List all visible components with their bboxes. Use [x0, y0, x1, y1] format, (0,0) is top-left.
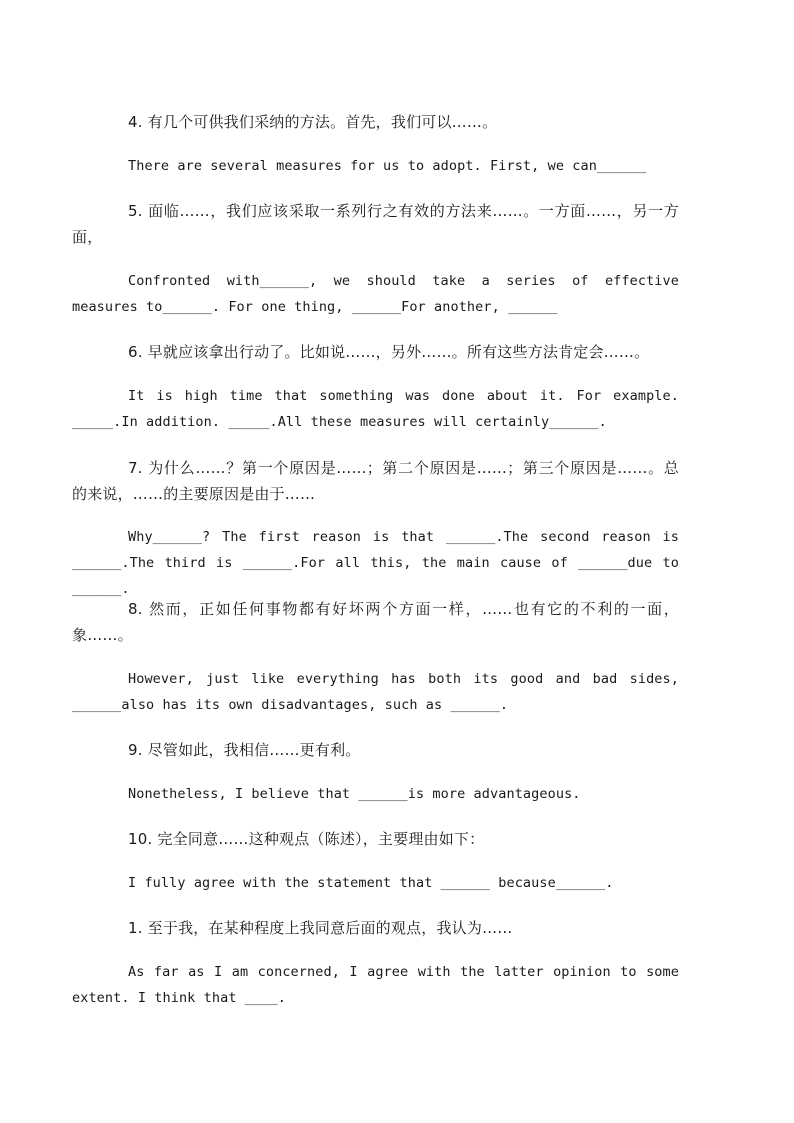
- phrase-7-chinese: 7. 为什么……？第一个原因是……；第二个原因是……；第三个原因是……。总的来说，……的主要原因是由于……: [72, 459, 679, 503]
- phrase-7-english: Why______? The first reason is that ______.The second reason is ______.The third is ______.For all this, the main cause of ______due to ______.: [72, 528, 679, 597]
- phrase-8-chinese: 8. 然而，正如任何事物都有好坏两个方面一样，……也有它的不利的一面，象……。: [72, 600, 679, 644]
- phrase-9-english: Nonetheless, I believe that ______is more advantageous.: [128, 785, 581, 802]
- phrase-6-chinese: 6. 早就应该拿出行动了。比如说……，另外……。所有这些方法肯定会……。: [128, 343, 650, 361]
- phrase-10-chinese: 10. 完全同意……这种观点（陈述），主要理由如下：: [128, 830, 485, 848]
- phrase-4-english: There are several measures for us to adopt. First, we can______: [128, 157, 647, 174]
- phrase-1-chinese: 1. 至于我，在某种程度上我同意后面的观点，我认为……: [128, 919, 513, 937]
- phrase-1-english: As far as I am concerned, I agree with the latter opinion to some extent. I think that ____.: [72, 963, 679, 1006]
- phrase-8-english: However, just like everything has both its good and bad sides, ______also has its own disadvantages, such as ______.: [72, 670, 679, 713]
- phrase-9-chinese: 9. 尽管如此，我相信……更有利。: [128, 741, 361, 759]
- phrase-6-english: It is high time that something was done about it. For example. _____.In addition. _____.All these measures will certainly______.: [72, 387, 679, 430]
- phrase-4-chinese: 4. 有几个可供我们采纳的方法。首先，我们可以……。: [128, 113, 498, 131]
- phrase-5-english: Confronted with______, we should take a series of effective measures to______. For one thing, ______For another, ______: [72, 272, 679, 315]
- phrase-5-chinese: 5. 面临……，我们应该采取一系列行之有效的方法来……。一方面……，另一方面，: [72, 202, 679, 246]
- phrase-10-english: I fully agree with the statement that ______ because______.: [128, 874, 614, 891]
